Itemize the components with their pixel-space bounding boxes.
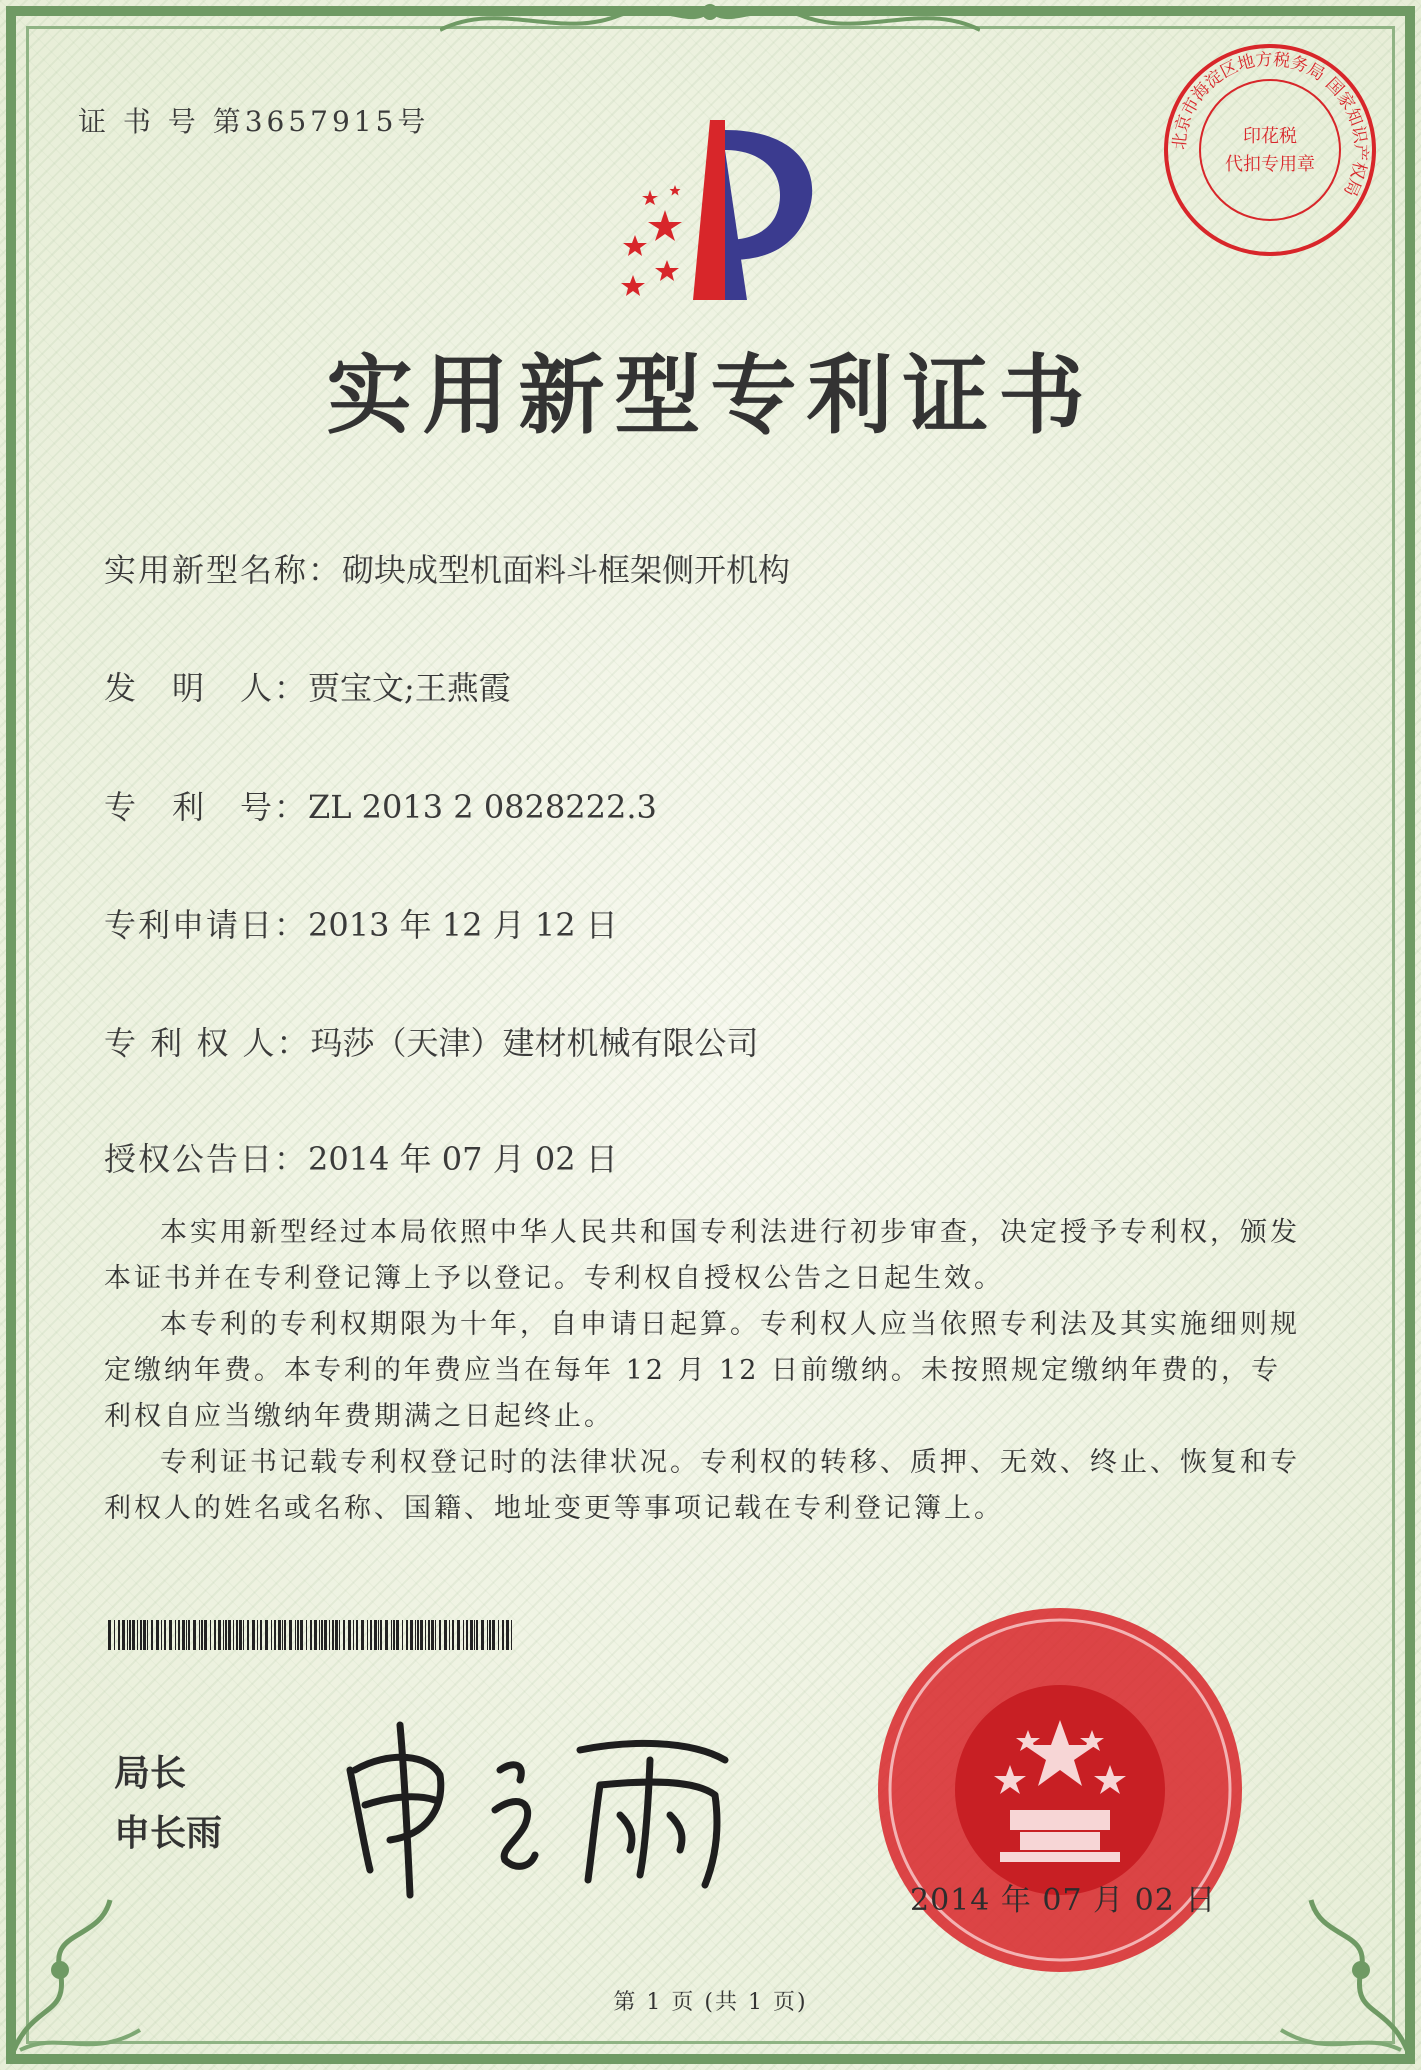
tax-stamp-line1: 印花税 [1243, 126, 1297, 147]
tax-stamp [1160, 40, 1380, 260]
field-label: 专 利 权 人： [104, 1024, 311, 1062]
field-label: 授权公告日： [104, 1140, 309, 1178]
seal-date: 2014 年 07 月 02 日 [910, 1883, 1217, 1918]
certificate-title: 实用新型专利证书 [326, 345, 1095, 446]
field-patent-number [104, 782, 657, 828]
director-name: 申长雨 [114, 1813, 223, 1854]
field-label: 发 明 人： [104, 669, 309, 707]
bottom-left-ornament [0, 1880, 160, 2070]
field-value: 2013 年 12 月 12 日 [308, 906, 618, 944]
official-seal [870, 1600, 1250, 1980]
certificate-number: 证 书 号 第3657915号 [78, 105, 430, 138]
field-value: ZL 2013 2 0828222.3 [308, 788, 657, 826]
field-value: 玛莎（天津）建材机械有限公司 [310, 1024, 759, 1062]
tax-stamp-ring-text: 北京市海淀区地方税务局 国家知识产权局 [1169, 49, 1371, 200]
field-value: 砌块成型机面料斗框架侧开机构 [342, 551, 791, 589]
field-utility-model-name [104, 545, 790, 591]
field-label: 实用新型名称： [104, 551, 343, 589]
top-ornament [440, 0, 980, 40]
certificate-body [104, 1210, 1304, 1532]
body-paragraph: 本实用新型经过本局依照中华人民共和国专利法进行初步审查，决定授予专利权，颁发本证书并在专利登记簿上予以登记。专利权自授权公告之日起生效。 [104, 1217, 1300, 1294]
patent-office-logo [575, 110, 855, 310]
field-label: 专利申请日： [104, 906, 309, 944]
field-inventor [104, 663, 511, 709]
page-indicator: 第 1 页 (共 1 页) [613, 1990, 808, 2015]
bottom-right-ornament [1261, 1880, 1421, 2070]
field-label: 专 利 号： [104, 788, 309, 826]
body-paragraph: 专利证书记载专利权登记时的法律状况。专利权的转移、质押、无效、终止、恢复和专利权人的姓名或名称、国籍、地址变更等事项记载在专利登记簿上。 [104, 1447, 1300, 1524]
barcode [108, 1620, 518, 1650]
field-patentee [104, 1018, 759, 1064]
body-paragraph: 本专利的专利权期限为十年，自申请日起算。专利权人应当依照专利法及其实施细则规定缴纳年费。本专利的年费应当在每年 12 月 12 日前缴纳。未按照规定缴纳年费的，专利权自应当缴纳年费期满之日起终止。 [104, 1309, 1300, 1432]
field-value: 贾宝文;王燕霞 [308, 669, 511, 707]
tax-stamp-line2: 代扣专用章 [1225, 154, 1315, 175]
director-signature [330, 1700, 750, 1900]
field-value: 2014 年 07 月 02 日 [308, 1140, 618, 1178]
field-application-date [104, 900, 618, 946]
director-title: 局长 [114, 1753, 187, 1794]
field-grant-date [104, 1134, 618, 1180]
